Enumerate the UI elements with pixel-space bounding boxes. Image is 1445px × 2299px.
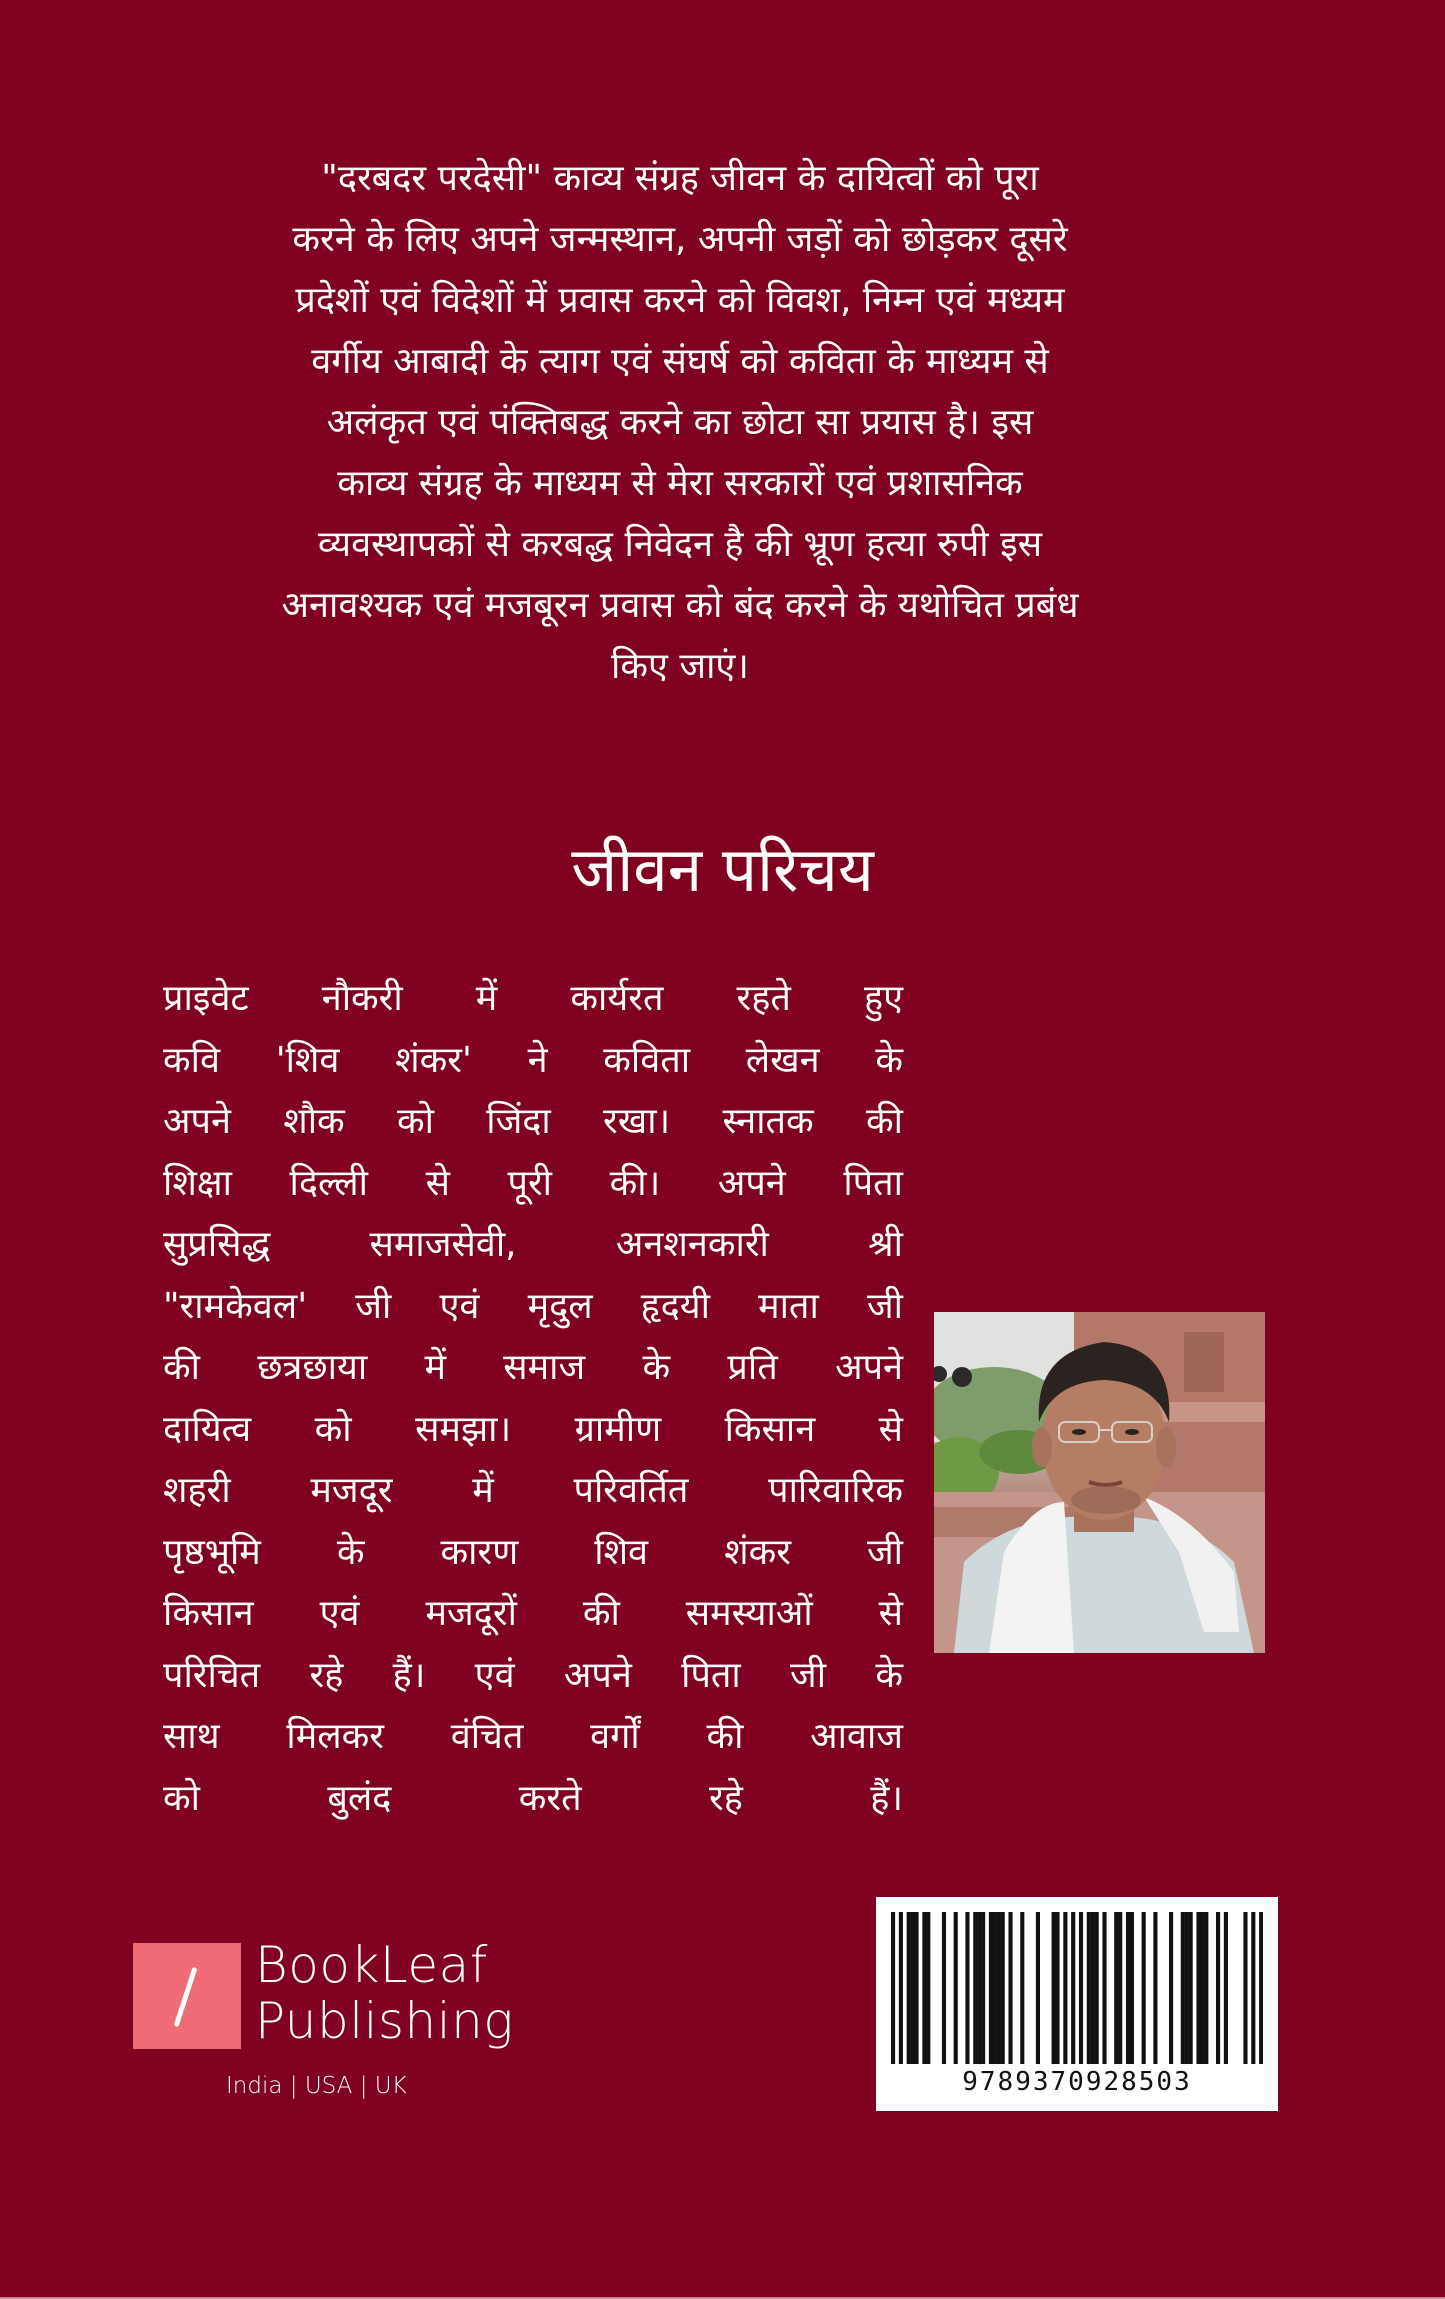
blurb-line: व्यवस्थापकों से करबद्ध निवेदन है की भ्रूण हत्या रुपी इस (317, 524, 1043, 565)
bio-line: सुप्रसिद्ध समाजसेवी, अनशनकारी श्री (163, 1224, 903, 1265)
bio-line: पृष्ठभूमि के कारण शिव शंकर जी (163, 1531, 903, 1573)
bio-line: शहरी मजदूर में परिवर्तित पारिवारिक (163, 1470, 903, 1511)
publisher-regions: India | USA | UK (226, 2073, 407, 2099)
publisher-name-line1: BookLeaf (255, 1936, 488, 1994)
bio-line: अपने शौक को जिंदा रखा। स्नातक की (163, 1101, 903, 1142)
bio-line: कवि 'शिव शंकर' ने कविता लेखन के (163, 1039, 903, 1081)
bio-line: प्राइवेट नौकरी में कार्यरत रहते हुए (163, 978, 903, 1019)
bio-heading: जीवन परिचय (571, 833, 874, 906)
bio-line: को बुलंद करते रहे हैं। (163, 1777, 903, 1819)
blurb-line: अलंकृत एवं पंक्तिबद्ध करने का छोटा सा प्रयास है। इस (326, 402, 1034, 443)
publisher-name (255, 1937, 514, 2049)
bio-line: की छत्रछाया में समाज के प्रति अपने (163, 1347, 903, 1388)
slash-icon (174, 1967, 198, 2028)
blurb-line: काव्य संग्रह के माध्यम से मेरा सरकारों एवं प्रशासनिक (337, 463, 1023, 504)
publisher-name-line2: Publishing (255, 1992, 514, 2050)
blurb-line: "दरबदर परदेसी" काव्य संग्रह जीवन के दायित्वों को पूरा (321, 158, 1039, 199)
author-photo (934, 1312, 1265, 1653)
barcode-bars (891, 1912, 1263, 2064)
bio-line: साथ मिलकर वंचित वर्गों की आवाज (163, 1716, 903, 1757)
bio-line: परिचित रहे हैं। एवं अपने पिता जी के (163, 1654, 903, 1696)
book-blurb (140, 148, 1220, 697)
bio-line: शिक्षा दिल्ली से पूरी की। अपने पिता (163, 1162, 903, 1204)
blurb-line: किए जाएं। (611, 646, 749, 687)
bio-line: किसान एवं मजदूरों की समस्याओं से (163, 1593, 903, 1634)
logo-square (133, 1943, 241, 2049)
author-bio (163, 968, 903, 1829)
blurb-line: करने के लिए अपने जन्मस्थान, अपनी जड़ों को छोड़कर दूसरे (292, 219, 1068, 260)
blurb-line: अनावश्यक एवं मजबूरन प्रवास को बंद करने के यथोचित प्रबंध (281, 585, 1079, 626)
bio-line: "रामकेवल' जी एवं मृदुल हृदयी माता जी (163, 1285, 903, 1327)
isbn-barcode (876, 1897, 1278, 2111)
isbn-number: 9789370928503 (962, 2067, 1192, 2097)
blurb-line: वर्गीय आबादी के त्याग एवं संघर्ष को कविता के माध्यम से (311, 341, 1049, 382)
blurb-line: प्रदेशों एवं विदेशों में प्रवास करने को विवश, निम्न एवं मध्यम (295, 280, 1065, 321)
bio-line: दायित्व को समझा। ग्रामीण किसान से (163, 1408, 903, 1450)
